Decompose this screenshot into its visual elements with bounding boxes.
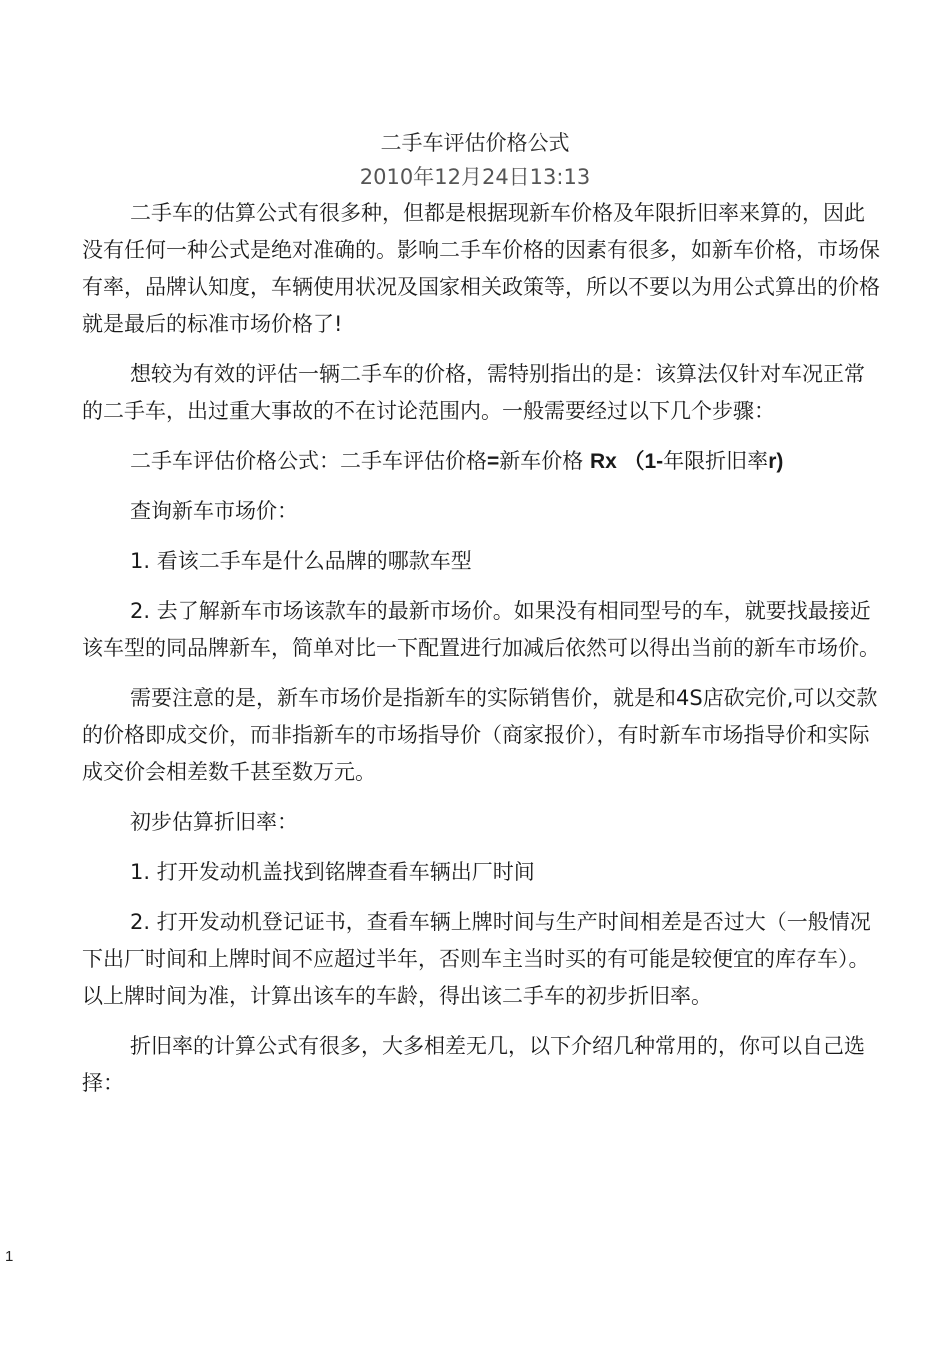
paragraph-steps-intro: 想较为有效的评估一辆二手车的价格，需特别指出的是：该算法仅针对车况正常的二手车，出过重大事故的不在讨论范围内。一般需要经过以下几个步骤： bbox=[82, 362, 865, 423]
page-number: 1 bbox=[5, 1248, 14, 1265]
document-body bbox=[82, 195, 882, 1115]
paragraph-depreciation-step-2: 2. 打开发动机登记证书，查看车辆上牌时间与生产时间相差是否过大（一般情况下出厂时间和上牌时间不应超过半年，否则车主当时买的有可能是较便宜的库存车）。以上牌时间为准，计算出该车的车龄，得出该二手车的初步折旧率。 bbox=[82, 910, 871, 1008]
paragraph-depreciation-step-1: 1. 打开发动机盖找到铭牌查看车辆出厂时间 bbox=[130, 860, 535, 884]
paragraph-depreciation-heading: 初步估算折旧率： bbox=[130, 810, 298, 834]
formula-new-price: 新车价格 bbox=[499, 449, 584, 473]
formula-prefix: 二手车评估价格公式：二手车评估价格 bbox=[130, 449, 487, 473]
paragraph-query-step-1: 1. 看该二手车是什么品牌的哪款车型 bbox=[130, 549, 472, 573]
document-date: 2010年12月24日13:13 bbox=[359, 165, 591, 189]
formula-rate: 年限折旧率 bbox=[663, 449, 769, 473]
paragraph-market-note: 需要注意的是，新车市场价是指新车的实际销售价，就是和4S店砍完价,可以交款的价格即成交价，而非指新车的市场指导价（商家报价），有时新车市场指导价和实际成交价会相差数千甚至数万元。 bbox=[82, 686, 878, 784]
paragraph-formula-intro: 折旧率的计算公式有很多，大多相差无几，以下介绍几种常用的，你可以自己选择： bbox=[82, 1034, 865, 1095]
formula-open: （1- bbox=[623, 450, 664, 473]
formula-equals: = bbox=[487, 450, 500, 473]
paragraph-intro: 二手车的估算公式有很多种，但都是根据现新车价格及年限折旧率来算的，因此没有任何一种公式是绝对准确的。影响二手车价格的因素有很多，如新车价格，市场保有率，品牌认知度，车辆使用状况及国家相关政策等，所以不要以为用公式算出的价格就是最后的标准市场价格了! bbox=[82, 201, 880, 336]
paragraph-query-step-2: 2. 去了解新车市场该款车的最新市场价。如果没有相同型号的车，就要找最接近该车型的同品牌新车，简单对比一下配置进行加减后依然可以得出当前的新车市场价。 bbox=[82, 599, 880, 660]
formula-close: r) bbox=[768, 450, 784, 473]
formula-rx: Rx bbox=[589, 450, 617, 473]
document-title: 二手车评估价格公式 bbox=[380, 131, 570, 155]
paragraph-query-heading: 查询新车市场价： bbox=[130, 499, 298, 523]
paragraph-formula bbox=[82, 443, 882, 480]
